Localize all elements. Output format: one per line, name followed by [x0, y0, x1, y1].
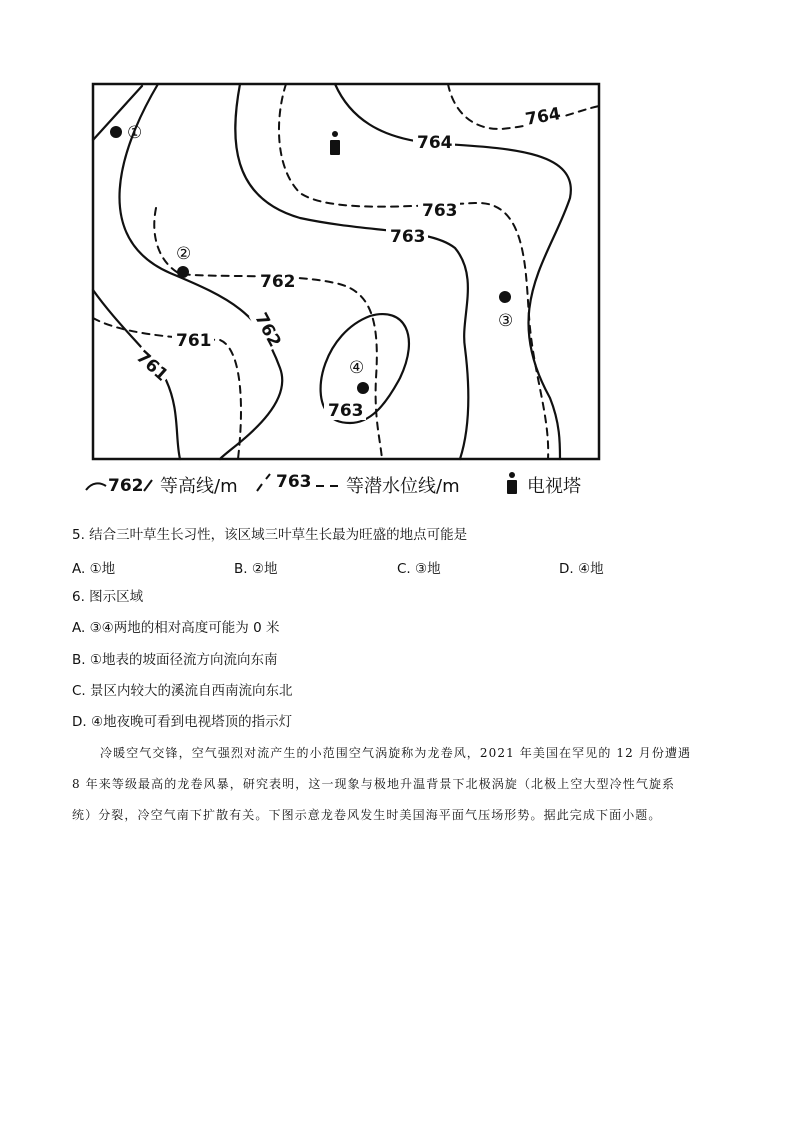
water-label-763: 763	[422, 201, 458, 221]
point-1-label: ①	[127, 123, 143, 143]
point-3-label: ③	[498, 311, 514, 331]
passage-line-3: 统）分裂，冷空气南下扩散有关。下图示意龙卷风发生时美国海平面气压场形势。据此完成下面小题。	[72, 808, 662, 822]
question-6-stem: 6. 图示区域	[72, 589, 144, 605]
question-6-option-a: A. ③④两地的相对高度可能为 0 米	[72, 620, 280, 636]
point-4-label: ④	[349, 358, 365, 378]
passage-line-1: 冷暖空气交锋，空气强烈对流产生的小范围空气涡旋称为龙卷风，2021 年美国在罕见的 12 月份遭遇	[100, 746, 692, 760]
question-5-stem: 5. 结合三叶草生长习性，该区域三叶草生长最为旺盛的地点可能是	[72, 527, 468, 543]
water-table-line-761	[93, 318, 241, 459]
legend-water-number: 763	[276, 472, 312, 492]
map-legend	[86, 472, 581, 497]
legend-water-text: 等潜水位线/m	[346, 476, 460, 497]
contour-label-764: 764	[417, 133, 453, 153]
water-label-761: 761	[176, 331, 212, 351]
legend-contour-number: 762	[108, 476, 144, 496]
contour-label-762: 762	[250, 309, 285, 351]
contour-label-763-closed: 763	[328, 401, 364, 421]
legend-tv-tower-icon	[507, 472, 517, 494]
question-5-option-c: C. ③地	[397, 561, 441, 577]
water-label-764: 764	[523, 104, 563, 130]
point-4-marker	[357, 382, 369, 394]
legend-water-dash-left	[257, 474, 270, 491]
point-1-marker	[110, 126, 122, 138]
question-6-option-b: B. ①地表的坡面径流方向流向东南	[72, 652, 278, 668]
question-5-option-d: D. ④地	[559, 561, 604, 577]
tv-tower-icon	[330, 131, 340, 155]
legend-contour-text: 等高线/m	[160, 476, 238, 497]
question-6-option-c: C. 景区内较大的溪流自西南流向东北	[72, 683, 293, 699]
question-5-options	[72, 557, 722, 575]
legend-contour-line-right	[144, 480, 152, 491]
contour-label-761: 761	[132, 346, 172, 386]
water-label-762: 762	[260, 272, 296, 292]
legend-contour-line-left	[86, 483, 106, 490]
question-6-option-d: D. ④地夜晚可看到电视塔顶的指示灯	[72, 714, 293, 730]
contour-label-763: 763	[390, 227, 426, 247]
legend-tower-text: 电视塔	[527, 476, 581, 497]
passage-line-2: 8 年来等级最高的龙卷风暴，研究表明，这一现象与极地升温背景下北极涡旋（北极上空大型冷性气旋系	[72, 777, 676, 791]
question-5-option-a: A. ①地	[72, 561, 116, 577]
contour-map	[80, 78, 610, 508]
point-2-marker	[177, 266, 189, 278]
point-2-label: ②	[176, 244, 192, 264]
question-5-option-b: B. ②地	[234, 561, 278, 577]
point-3-marker	[499, 291, 511, 303]
